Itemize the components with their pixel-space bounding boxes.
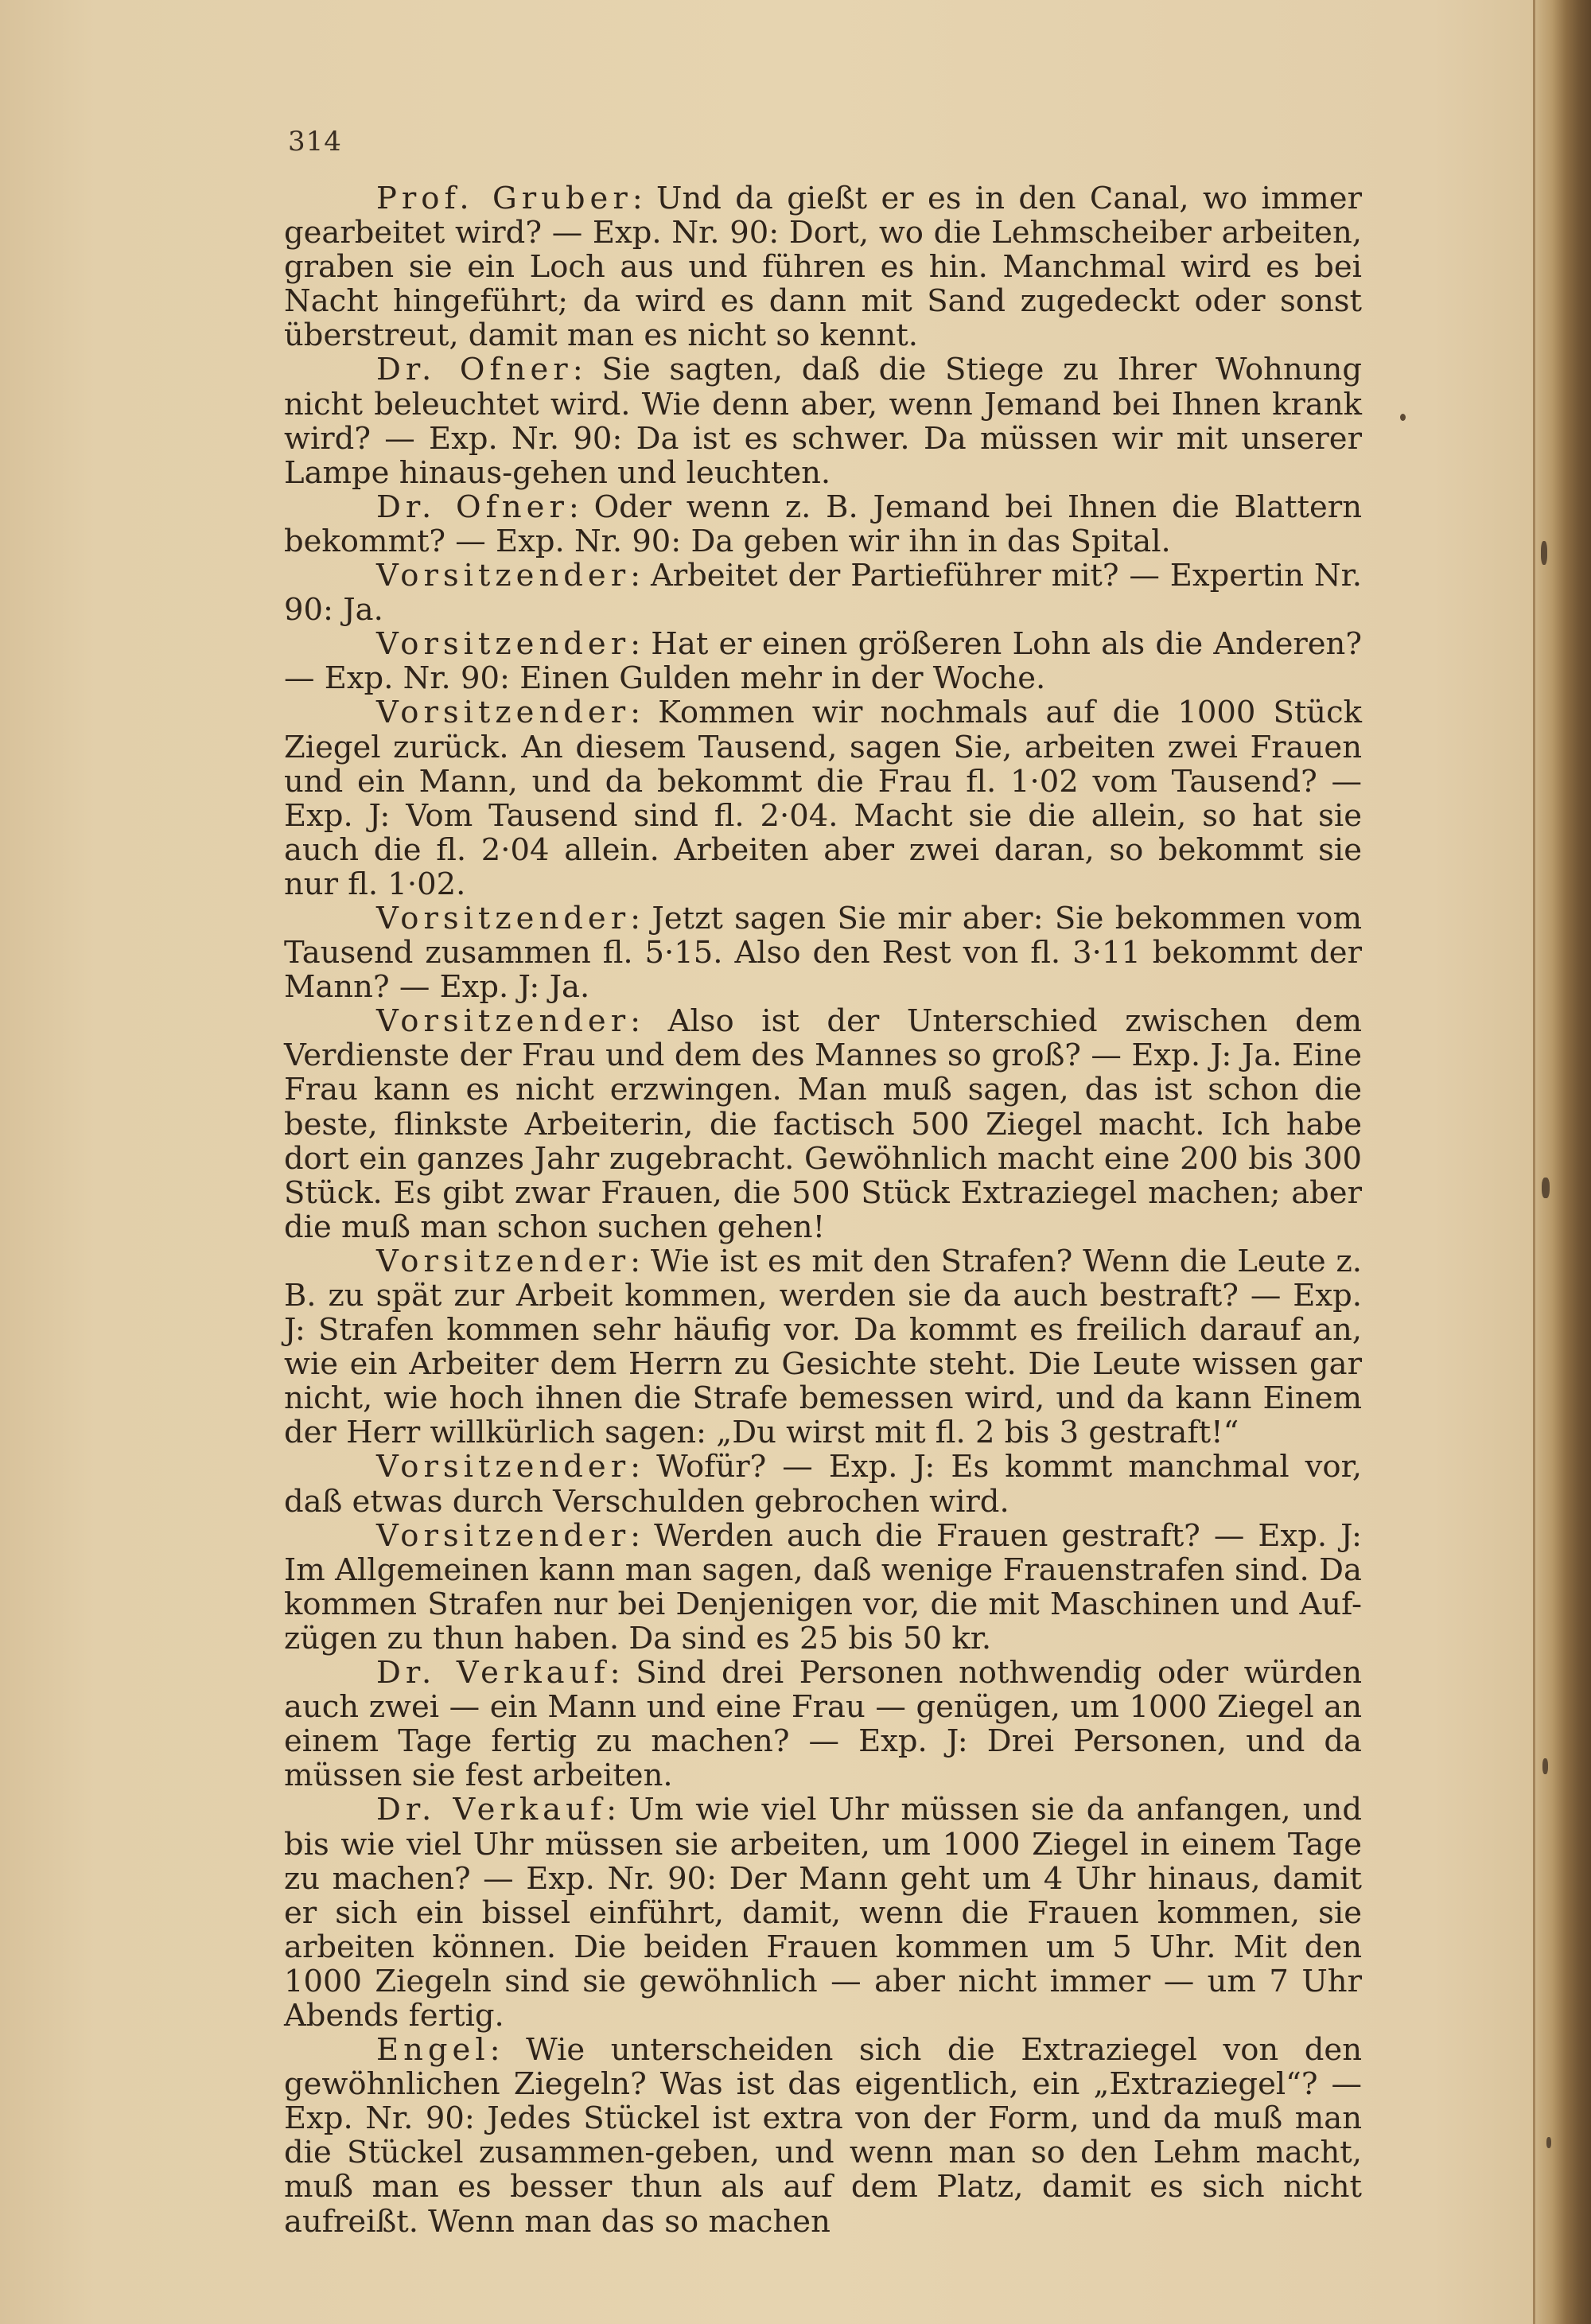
speaker-name: Vorsitzender <box>376 626 631 663</box>
speaker-name: Vorsitzender <box>376 1449 631 1485</box>
paragraph-text: : Um wie viel Uhr müssen sie da anfangen, und bis wie viel Uhr müssen sie arbeiten, um 1000 Ziegel in einem Tage zu machen? — Exp. Nr. 90: Der Mann geht um 4 Uhr hinaus, damit er sich ein bissel einführt, damit, wenn die Frauen kommen, sie arbeiten können. Die beiden Frauen kommen um 5 Uhr. Mit den 1000 Ziegeln sind sie gewöhnlich — aber nicht immer — um 7 Uhr Abends fertig. <box>284 1792 1362 2034</box>
margin-mark <box>1546 2137 1551 2148</box>
speaker-name: Vorsitzender <box>376 1243 631 1279</box>
paragraph <box>284 1519 1362 1656</box>
speaker-name: Prof. Gruber <box>376 181 632 216</box>
paragraph-text: : Hat er einen größeren Lohn als die Anderen? — Exp. Nr. 90: Einen Gulden mehr in der Woche. <box>284 626 1362 697</box>
paragraph <box>284 1793 1362 2033</box>
paragraph <box>284 1656 1362 1793</box>
paragraph-text: : Sie sagten, daß die Stiege zu Ihrer Wohnung nicht beleuchtet wird. Wie denn aber, wenn Jemand bei Ihnen krank wird? — Exp. Nr. 90: Da ist es schwer. Da müssen wir mit unserer Lampe hinaus-gehen und leuchten. <box>284 352 1362 491</box>
margin-mark <box>1400 414 1406 421</box>
paragraph-text: : Sind drei Personen nothwendig oder würden auch zwei — ein Mann und eine Frau — genügen, um 1000 Ziegel an einem Tage fertig zu machen? — Exp. J: Drei Personen, und da müssen sie fest arbeiten. <box>284 1655 1362 1794</box>
speaker-name: Dr. Ofner <box>376 489 569 525</box>
paragraph <box>284 490 1362 559</box>
paragraph <box>284 1450 1362 1518</box>
paragraph-text: : Kommen wir nochmals auf die 1000 Stück Ziegel zurück. An diesem Tausend, sagen Sie, arbeiten zwei Frauen und ein Mann, und da bekommt die Frau fl. 1·02 vom Tausend? — Exp. J: Vom Tausend sind fl. 2·04. Macht sie die allein, so hat sie auch die fl. 2·04 allein. Arbeiten aber zwei daran, so bekommt sie nur fl. 1·02. <box>284 695 1362 902</box>
speaker-name: Vorsitzender <box>376 900 631 936</box>
paragraph <box>284 1244 1362 1450</box>
paragraph <box>284 695 1362 901</box>
paragraph <box>284 2033 1362 2239</box>
speaker-name: Dr. Verkauf <box>376 1655 610 1691</box>
paragraph-text: : Wie unterscheiden sich die Extraziegel von den gewöhnlichen Ziegeln? Was ist das eigentlich, ein „Extraziegel“? — Exp. Nr. 90: Jedes Stückel ist extra von der Form, und da muß man die Stückel zusammen-geben, und wenn man so den Lehm macht, muß man es besser thun als auf dem Platz, damit es sich nicht aufreißt. Wenn man das so machen <box>284 2032 1362 2240</box>
speaker-name: Vorsitzender <box>376 558 631 594</box>
margin-mark <box>1542 1758 1548 1774</box>
paragraph-text: : Arbeitet der Partieführer mit? — Expertin Nr. 90: Ja. <box>284 558 1362 629</box>
margin-mark <box>1541 541 1547 565</box>
paragraph-text: : Also ist der Unterschied zwischen dem Verdienste der Frau und dem des Mannes so groß? — Exp. J: Ja. Eine Frau kann es nicht erzwingen. Man muß sagen, das ist schon die beste, flinkste Arbeiterin, die factisch 500 Ziegel macht. Ich habe dort ein ganzes Jahr zugebracht. Gewöhnlich macht eine 200 bis 300 Stück. Es gibt zwar Frauen, die 500 Stück Extraziegel machen; aber die muß man schon suchen gehen! <box>284 1003 1362 1245</box>
speaker-name: Vorsitzender <box>376 695 631 731</box>
paragraph-text: : Wofür? — Exp. J: Es kommt manchmal vor, daß etwas durch Verschulden gebrochen wird. <box>284 1449 1362 1520</box>
paragraph-text: : Und da gießt er es in den Canal, wo immer gearbeitet wird? — Exp. Nr. 90: Dort, wo die Lehmscheiber arbeiten, graben sie ein Loch aus und führen es hin. Manchmal wird es bei Nacht hingeführt; da wird es dann mit Sand zugedeckt oder sonst überstreut, damit man es nicht so kennt. <box>284 181 1362 354</box>
paragraph <box>284 181 1362 352</box>
paragraph <box>284 1004 1362 1244</box>
paragraph <box>284 559 1362 627</box>
speaker-name: Dr. Ofner <box>376 352 573 388</box>
paragraph <box>284 627 1362 695</box>
page-number: 314 <box>288 126 342 158</box>
paragraph-text: : Werden auch die Frauen gestraft? — Exp. J: Im Allgemeinen kann man sagen, daß wenige Frauenstrafen sind. Da kommen Strafen nur bei Denjenigen vor, die mit Maschinen und Auf-zügen zu thun haben. Da sind es 25 bis 50 kr. <box>284 1517 1362 1656</box>
paragraph <box>284 352 1362 489</box>
paragraph <box>284 901 1362 1004</box>
speaker-name: Engel <box>376 2032 490 2069</box>
paragraph-text: : Jetzt sagen Sie mir aber: Sie bekommen vom Tausend zusammen fl. 5·15. Also den Rest von fl. 3·11 bekommt der Mann? — Exp. J: Ja. <box>284 900 1362 1006</box>
paragraph-text: : Oder wenn z. B. Jemand bei Ihnen die Blattern bekommt? — Exp. Nr. 90: Da geben wir ihn in das Spital. <box>284 489 1362 559</box>
paragraph-text: : Wie ist es mit den Strafen? Wenn die Leute z. B. zu spät zur Arbeit kommen, werden sie da auch bestraft? — Exp. J: Strafen kommen sehr häufig vor. Da kommt es freilich darauf an, wie ein Arbeiter dem Herrn zu Gesichte steht. Die Leute wissen gar nicht, wie hoch ihnen die Strafe bemessen wird, und da kann Einem der Herr willkürlich sagen: „Du wirst mit fl. 2 bis 3 gestraft!“ <box>284 1243 1362 1451</box>
margin-mark <box>1542 1178 1550 1198</box>
body-text <box>284 181 1362 2239</box>
speaker-name: Vorsitzender <box>376 1003 631 1040</box>
book-spine <box>1535 0 1591 2324</box>
speaker-name: Dr. Verkauf <box>376 1792 607 1828</box>
speaker-name: Vorsitzender <box>376 1517 631 1554</box>
